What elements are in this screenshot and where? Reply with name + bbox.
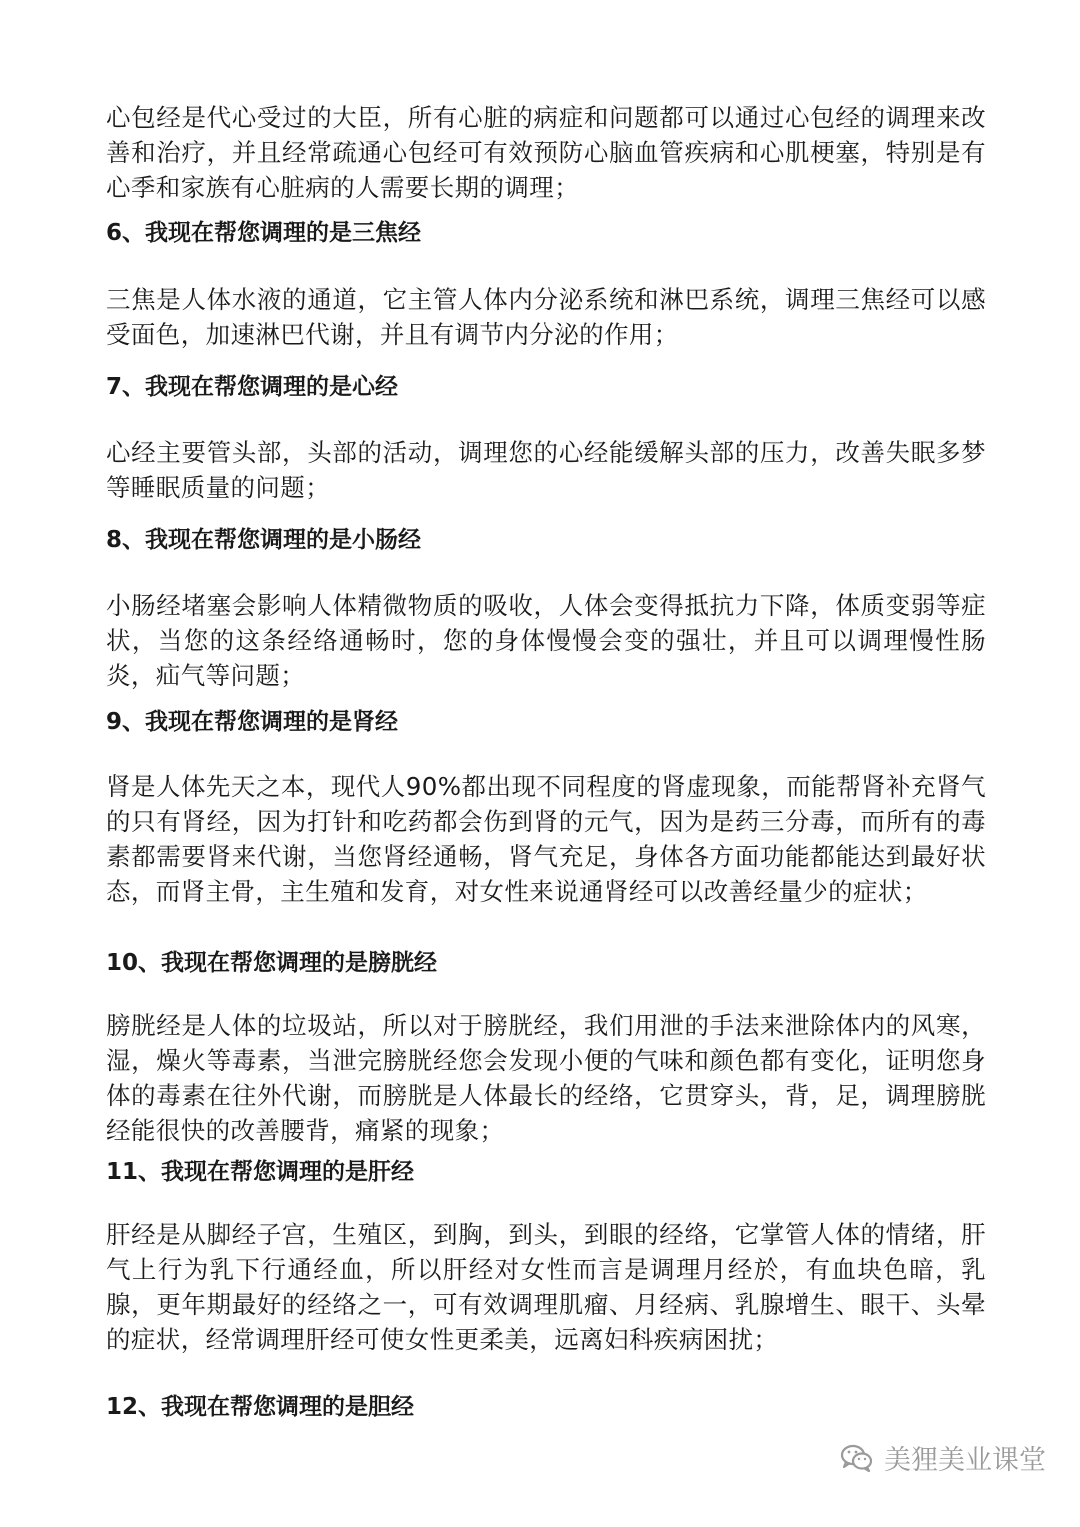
heading-11: 11、我现在帮您调理的是肝经: [106, 1159, 415, 1185]
heading-9: 9、我现在帮您调理的是肾经: [106, 709, 399, 735]
paragraph-sanjiao: 三焦是人体水液的通道，它主管人体内分泌系统和淋巴系统，调理三焦经可以感受面色，加速淋巴代谢，并且有调节内分泌的作用；: [106, 285, 986, 349]
heading-6: 6、我现在帮您调理的是三焦经: [106, 220, 422, 246]
paragraph-kidney: 肾是人体先天之本，现代人90%都出现不同程度的肾虚现象，而能帮肾补充肾气的只有肾经，因为打针和吃药都会伤到肾的元气，因为是药三分毒，而所有的毒素都需要肾来代谢，当您肾经通畅，肾气充足，身体各方面功能都能达到最好状态，而肾主骨，主生殖和发育，对女性来说通肾经可以改善经量少的症状；: [106, 772, 986, 906]
watermark-text: 美狸美业课堂: [884, 1445, 1046, 1476]
heading-8: 8、我现在帮您调理的是小肠经: [106, 527, 422, 553]
watermark: [840, 1438, 1046, 1477]
wechat-icon: [840, 1443, 874, 1473]
paragraph-liver: 肝经是从脚经子宫，生殖区，到胸，到头，到眼的经络，它掌管人体的情绪，肝气上行为乳下行通经血，所以肝经对女性而言是调理月经於，有血块色暗，乳腺，更年期最好的经络之一，可有效调理肌瘤、月经病、乳腺增生、眼干、头晕的症状，经常调理肝经可使女性更柔美，远离妇科疾病困扰；: [106, 1220, 986, 1354]
paragraph-bladder: 膀胱经是人体的垃圾站，所以对于膀胱经，我们用泄的手法来泄除体内的风寒，湿，燥火等毒素，当泄完膀胱经您会发现小便的气味和颜色都有变化，证明您身体的毒素在往外代谢，而膀胱是人体最长的经络，它贯穿头，背，足，调理膀胱经能很快的改善腰背，痛紧的现象；: [106, 1011, 986, 1145]
heading-12: 12、我现在帮您调理的是胆经: [106, 1394, 415, 1420]
heading-10: 10、我现在帮您调理的是膀胱经: [106, 950, 438, 976]
paragraph-small-intestine: 小肠经堵塞会影响人体精微物质的吸收，人体会变得抵抗力下降，体质变弱等症状，当您的这条经络通畅时，您的身体慢慢会变的强壮，并且可以调理慢性肠炎，疝气等问题；: [106, 591, 986, 690]
paragraph-pericardium: 心包经是代心受过的大臣，所有心脏的病症和问题都可以通过心包经的调理来改善和治疗，并且经常疏通心包经可有效预防心脑血管疾病和心肌梗塞，特别是有心季和家族有心脏病的人需要长期的调理；: [106, 103, 986, 202]
heading-7: 7、我现在帮您调理的是心经: [106, 374, 399, 400]
paragraph-heart: 心经主要管头部，头部的活动，调理您的心经能缓解头部的压力，改善失眠多梦等睡眠质量的问题；: [106, 438, 986, 502]
